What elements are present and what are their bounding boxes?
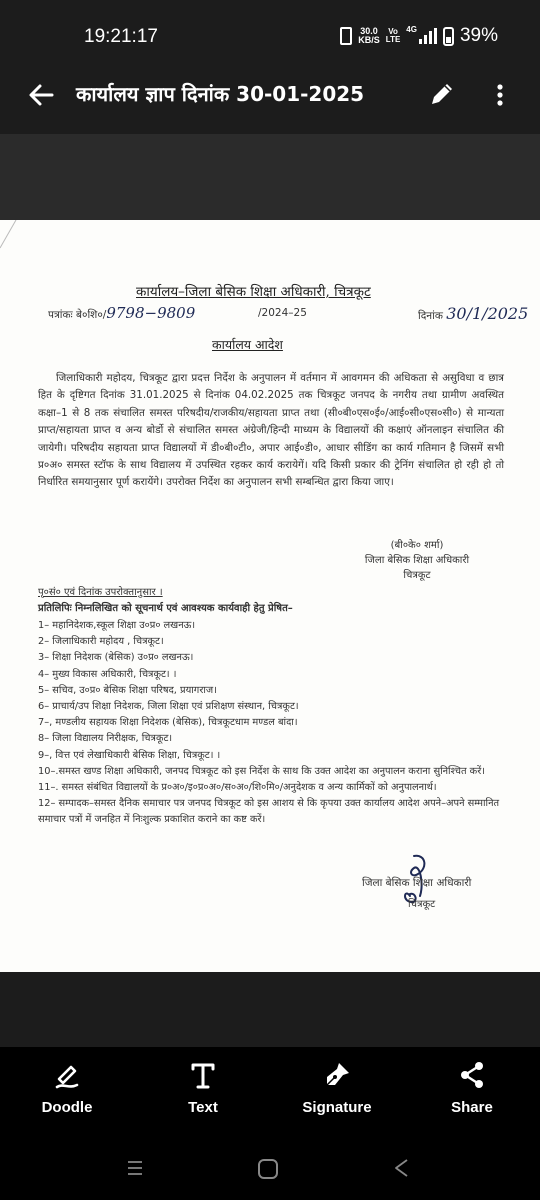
document-office: कार्यालय–जिला बेसिक शिक्षा अधिकारी, चित्रकूट xyxy=(136,284,371,300)
preview-background-bottom xyxy=(0,972,540,1047)
ref-prefix: पत्रांकः बे०शि०/ xyxy=(48,309,107,321)
status-time: 19:21:17 xyxy=(84,26,158,47)
doodle-icon xyxy=(51,1059,83,1091)
text-button[interactable] xyxy=(148,1059,258,1116)
text-label: Text xyxy=(188,1099,218,1116)
list-item: 11–. समस्त संबंधित विद्यालयों के प्र०अ०/इ०प्र०अ०/स०अ०/शि०मि०/अनुदेशक व अन्य कार्मिकों को अनुपालनार्थ। xyxy=(38,782,437,794)
ref-line: पृ०सं० एवं दिनांक उपरोक्तानुसार । xyxy=(38,587,163,598)
more-vertical-icon[interactable] xyxy=(488,80,512,110)
list-item: 4– मुख्य विकास अधिकारी, चित्रकूट। । xyxy=(38,668,177,680)
page-corner xyxy=(0,220,20,250)
status-icons xyxy=(340,25,498,47)
date-label: दिनांक xyxy=(418,310,443,322)
speed-value: 30.0 xyxy=(360,26,378,36)
document-ref-number xyxy=(48,304,195,322)
status-bar xyxy=(0,0,540,72)
ref-handwritten: 9798−9809 xyxy=(106,304,196,322)
share-label: Share xyxy=(451,1099,493,1116)
bottom-sign-place: चित्रकूट xyxy=(408,899,436,910)
doodle-button[interactable] xyxy=(12,1059,122,1116)
battery-icon xyxy=(443,27,454,46)
list-item: 10–.समस्त खण्ड शिक्षा अधिकारी, जनपद चित्रकूट को इस निर्देश के साथ कि उक्त आदेश का अनुपालन कराना सुनिश्चित करें। xyxy=(38,765,485,777)
document-date xyxy=(418,304,528,323)
body-paragraph: जिलाधिकारी महोदय, चित्रकूट द्वारा प्रदत्त निर्देश के अनुपालन में वर्तमान में आवगमन की अधिकता से असुविधा व छात्र हित के दृष्टिगत दिनांक 31.01.2025 से दिनांक 04.02.2025 तक चित्रकूट जनपद के नगरीय तथा ग्रामीण अवस्थित कक्षा–1 से 8 तक संचालित समस्त परिषदीय/राजकीय/सहायता प्राप्त तथा (सी०बी०एस०ई०/आई०सी०एस०सी०) से मान्यता प्राप्त/सहायता प्राप्त व अन्य बोर्डो से संचालित समस्त अंग्रेजी/हिन्दी माध्यम के विद्यालयों की कक्षाएं ऑनलाइन संचालित की जायेगी। परिषदीय सहायता प्राप्त विद्यालयों में डी०बी०टी०, अपार आई०डी०, आधार सीडिंग का कार्य गतिमान है जिसमें सभी प्र०अ० समस्त स्टॉफ के साथ विद्यालय में उपस्थित रहकर कार्य करायेगें। यदि किसी प्रकार की ट्रेनिंग संचालित हो रही हो तो निर्धारित समयानुसार पूर्ण करायेंगे। उपरोक्त निर्देश का अनुपालन सभी सम्बन्धित द्वारा किया जाए। xyxy=(38,372,504,489)
vibrate-icon xyxy=(340,27,352,45)
pencil-icon[interactable] xyxy=(428,80,456,108)
copy-list xyxy=(38,618,504,829)
back-arrow-icon[interactable] xyxy=(26,80,56,110)
share-icon xyxy=(456,1059,488,1091)
list-item: 3– शिक्षा निदेशक (बेसिक) उ०प्र० लखनऊ। xyxy=(38,652,194,664)
list-item: 6– प्राचार्य/उप शिक्षा निदेशक, जिला शिक्षा एवं प्रशिक्षण संस्थान, चित्रकूट। xyxy=(38,701,299,713)
preview-background xyxy=(0,134,540,220)
document-heading: कार्यालय आदेश xyxy=(212,337,283,352)
bottom-toolbar xyxy=(0,1047,540,1147)
network-type: 4G xyxy=(406,25,417,34)
volte-bottom: LTE xyxy=(385,35,401,44)
share-button[interactable] xyxy=(417,1059,527,1116)
list-item: 12– सम्पादक–समस्त दैनिक समाचार पत्र जनपद चित्रकूट को इस आशय से कि कृपया उक्त कार्यालय आदेश अपने–अपने सम्मानित समाचार पत्रों में जनहित में निःशुल्क प्रकाशित कराने का कष्ट करें। xyxy=(38,798,500,826)
copy-line: प्रतिलिपिः निम्नलिखित को सूचनार्थ एवं आवश्यक कार्यवाही हेतु प्रेषित– xyxy=(38,603,293,614)
network-speed xyxy=(358,27,380,45)
volte-icon xyxy=(386,28,401,44)
document-image[interactable] xyxy=(0,220,540,972)
date-handwritten: 30/1/2025 xyxy=(446,304,529,323)
text-icon xyxy=(187,1059,219,1091)
signature-button[interactable] xyxy=(282,1059,392,1116)
speed-unit: KB/S xyxy=(358,35,380,45)
home-icon[interactable] xyxy=(258,1159,278,1179)
volte-top: Vo xyxy=(388,27,398,36)
signature-label: Signature xyxy=(302,1099,372,1116)
ref-year: /2024–25 xyxy=(258,307,307,319)
list-item: 7–, मण्डलीय सहायक शिक्षा निदेशक (बेसिक), चित्रकूटधाम मण्डल बांदा। xyxy=(38,717,298,729)
doodle-label: Doodle xyxy=(41,1099,93,1116)
list-item: 5– सचिव, उ०प्र० बेसिक शिक्षा परिषद, प्रयागराज। xyxy=(38,684,217,696)
app-bar xyxy=(0,72,540,134)
signatory-name: (बी०के० शर्मा) xyxy=(390,540,444,551)
signatory-place: चित्रकूट xyxy=(403,570,431,581)
list-item: 1– महानिदेशक,स्कूल शिक्षा उ०प्र० लखनऊ। xyxy=(38,620,196,631)
recent-apps-icon[interactable] xyxy=(126,1159,144,1177)
bottom-sign-title: जिला बेसिक शिक्षा अधिकारी xyxy=(362,877,472,889)
page-title: कार्यालय ज्ञाप दिनांक 30-01-2025 xyxy=(76,82,365,106)
signatory-title: जिला बेसिक शिक्षा अधिकारी xyxy=(364,555,470,566)
list-item: 9–, वित्त एवं लेखाधिकारी बेसिक शिक्षा, चित्रकूट। । xyxy=(38,749,221,761)
signal-icon xyxy=(419,28,437,44)
nav-back-icon[interactable] xyxy=(392,1157,410,1179)
list-item: 8– जिला विद्यालय निरीक्षक, चित्रकूट। xyxy=(38,733,173,745)
list-item: 2– जिलाधिकारी महोदय , चित्रकूट। xyxy=(38,636,164,648)
document-body xyxy=(38,370,504,492)
pen-nib-icon xyxy=(321,1059,353,1091)
system-nav-bar xyxy=(0,1147,540,1200)
battery-percent: 39% xyxy=(459,25,498,46)
signatory-block xyxy=(342,538,492,583)
